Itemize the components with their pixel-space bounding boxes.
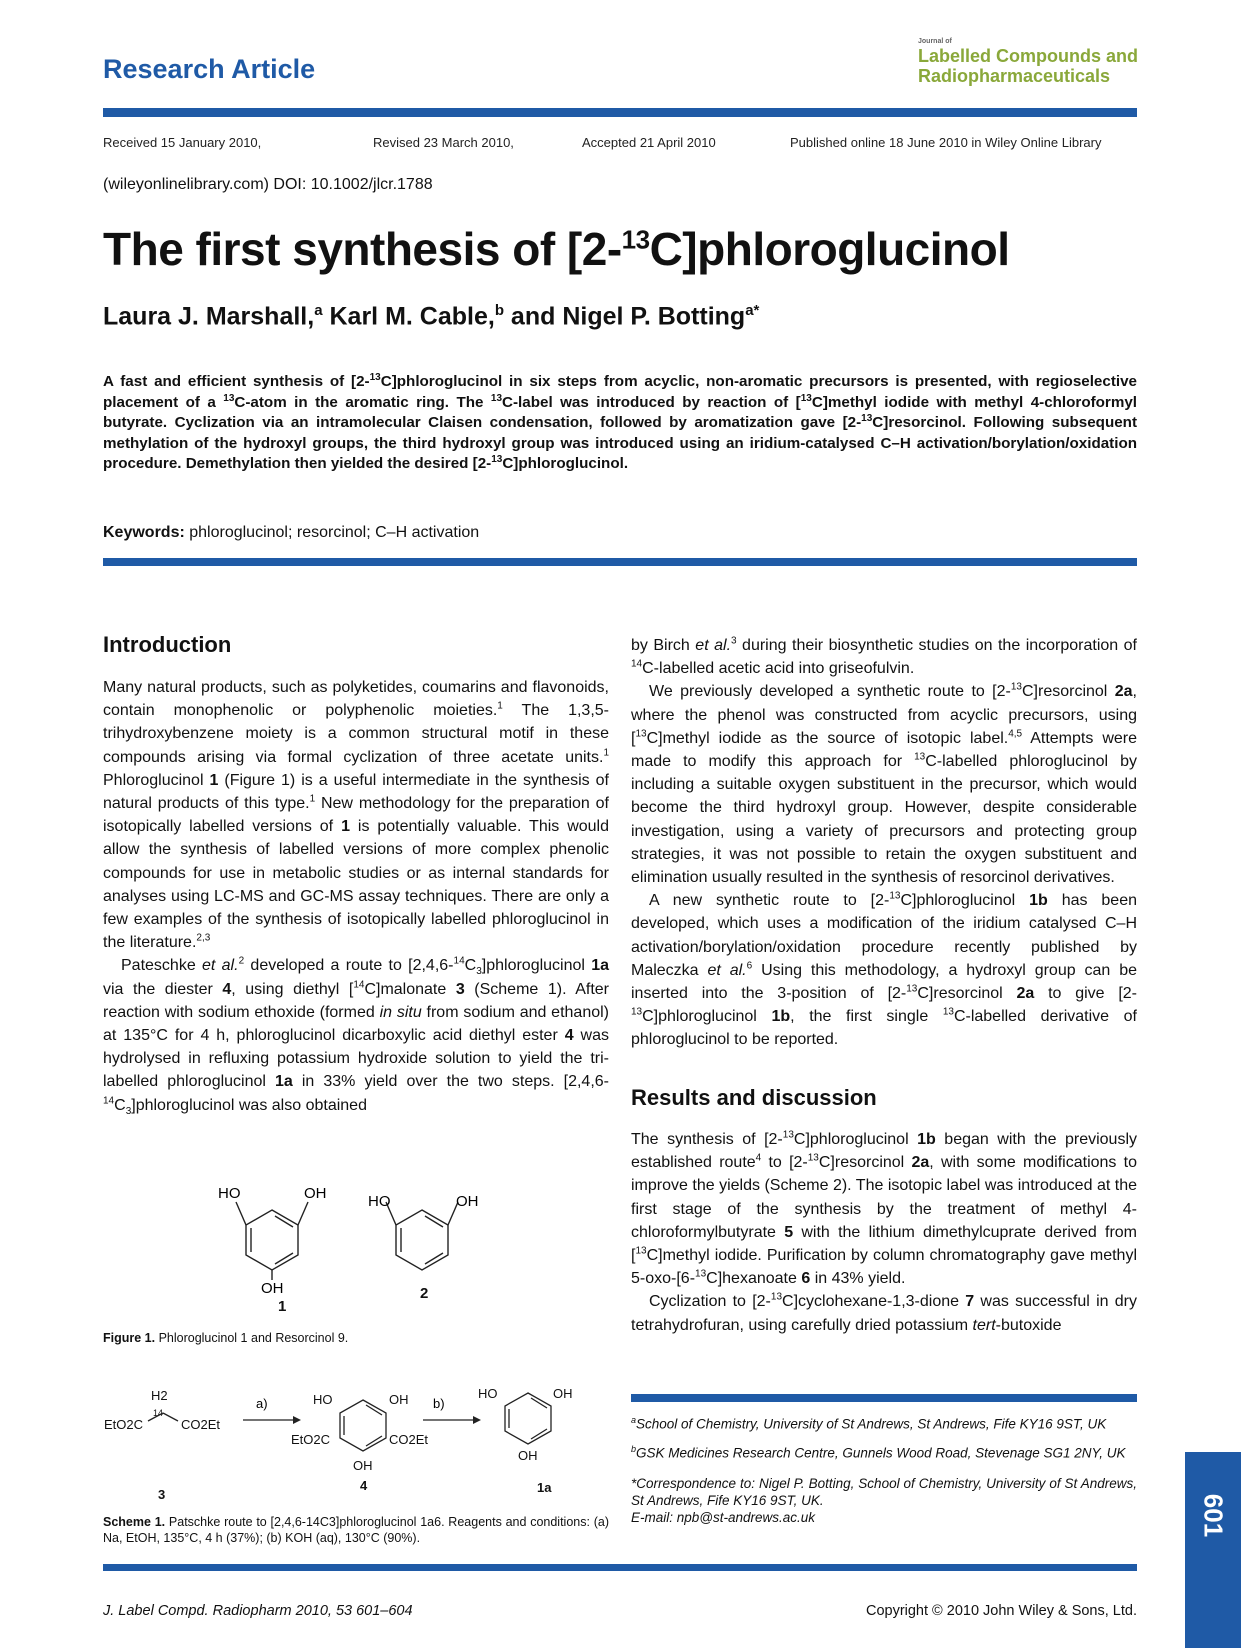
compound-1a-ring xyxy=(505,1393,551,1444)
title-part-2: C]phloroglucinol xyxy=(649,223,1010,275)
compound-label-3: 3 xyxy=(158,1487,166,1502)
intro-text-continued: by Birch et al.$^3$ during their biosynthetic studies on the incorporation of $^{14}$C-labelled acetic acid into griseofulvin. We previously developed a synthetic route to [2-$^{13}$C]resorcinol 2a, where the phenol was constructed from acyclic precursors, using [$^{13}$C]methyl iodide as the source of isotopic label.$^{4,5}$ Attempts were made to modify this approach for $^{13}$C-labelled phloroglucinol by including a suitable oxygen substituent in the precursor, which would become the third hydroxyl group. However, despite considerable investigation, using a variety of precursors and protecting group strategies, it was not possible to retain the oxygen substituent and elimination usually resulted in the synthesis of resorcinol derivatives. A new synthetic route to [2-$^{13}$C]phloroglucinol 1b has been developed, which uses a modification of the iridium catalysed C–H activation/borylation/oxidation procedure recently published by Maleczka et al.$^6$ Using this methodology, a hydroxyl group can be inserted into the 3-position of [2-$^{13}$C]resorcinol 2a to give [2-$^{13}$C]phloroglucinol 1b, the first single $^{13}$C-labelled derivative of phloroglucinol to be reported. xyxy=(631,635,1138,1049)
affiliation-b-text: GSK Medicines Research Centre, Gunnels Wood Road, Stevenage SG1 2NY, UK xyxy=(636,1445,1126,1461)
author-name: and Nigel P. Botting xyxy=(503,302,746,331)
compound-label-4: 4 xyxy=(360,1478,368,1493)
correspondence-text: *Correspondence to: Nigel P. Botting, School of Chemistry, University of St Andrews, St Andrews, Fife KY16 9ST, UK. xyxy=(631,1476,1137,1508)
keywords xyxy=(103,524,479,542)
authors xyxy=(103,302,759,331)
results-text: The synthesis of [2-$^{13}$C]phloroglucinol 1b began with the previously established route$^4$ to [2-$^{13}$C]resorcinol 2a, with some modifications to improve the yields (Scheme 2). The isotopic label was introduced at the first stage of the synthesis by the treatment of methyl 4-chloroformylbutyrate 5 with the lithium dimethylcuprate derived from [$^{13}$C]methyl iodide. Purification by column chromatography gave methyl 5-oxo-[6-$^{13}$C]hexanoate 6 in 43% yield. Cyclization to [2-$^{13}$C]cyclohexane-1,3-dione 7 was successful in dry tetrahydrofuran, using carefully dried potassium tert-butoxide xyxy=(631,1129,1138,1334)
svg-text:HO: HO xyxy=(313,1392,333,1407)
correspondence-email: E-mail: npb@st-andrews.ac.uk xyxy=(631,1510,816,1525)
figure-1-caption xyxy=(103,1330,348,1346)
scheme-1-caption-text: Patschke route to [2,4,6-14C3]phloroglucinol 1a6. Reagents and conditions: (a) Na, EtOH, 135°C, 4 h (37%); (b) KOH (aq), 130°C (90%). xyxy=(103,1515,610,1545)
section-heading-introduction: Introduction xyxy=(103,632,232,657)
author-name: Laura J. Marshall, xyxy=(103,302,315,331)
phloroglucinol-ring xyxy=(236,1202,308,1280)
step-b-label: b) xyxy=(433,1396,445,1411)
page-number: 601 xyxy=(1198,1493,1229,1538)
svg-text:OH: OH xyxy=(553,1386,573,1401)
compound-label-2: 2 xyxy=(420,1285,429,1302)
section-label: Research Article xyxy=(103,54,316,84)
affiliation-b: $^b$GSK Medicines Research Centre, Gunnels Wood Road, Stevenage SG1 2NY, UK xyxy=(631,1444,1126,1461)
fig1-ho: HO xyxy=(218,1185,241,1202)
svg-text:HO: HO xyxy=(478,1386,498,1401)
author-affil: a xyxy=(314,302,323,319)
received-date: Received 15 January 2010, xyxy=(103,135,262,150)
compound-4-ring xyxy=(340,1400,386,1451)
co2et-label: CO2Et xyxy=(181,1417,221,1432)
abstract: A fast and efficient synthesis of [2-$^{13}$C]phloroglucinol in six steps from acyclic, non-aromatic precursors is presented, with regioselective placement of a $^{13}$C-atom in the aromatic ring. The $^{13}$C-label was introduced by reaction of [$^{13}$C]methyl iodide with methyl 4-chloroformyl butyrate. Cyclization via an intramolecular Claisen condensation, followed by aromatization gave [2-$^{13}$C]resorcinol. Following subsequent methylation of the hydroxyl groups, the third hydroxyl group was introduced using an iridium-catalysed C–H activation/borylation/oxidation procedure. Demethylation then yielded the desired [2-$^{13}$C]phloroglucinol. xyxy=(103,371,1138,472)
etoc-label: EtO2C xyxy=(104,1417,144,1432)
keywords-list: phloroglucinol; resorcinol; C–H activation xyxy=(184,524,480,541)
article-title xyxy=(103,222,1010,276)
header-rule xyxy=(103,108,1137,117)
keywords-label: Keywords: xyxy=(103,524,185,541)
section-heading-results: Results and discussion xyxy=(631,1085,877,1110)
revised-date: Revised 23 March 2010, xyxy=(373,135,514,150)
h2-label: H2 xyxy=(151,1388,168,1403)
published-date: Published online 18 June 2010 in Wiley Online Library xyxy=(790,135,1102,150)
title-sup: 13 xyxy=(621,224,650,255)
etoc-label-4: EtO2C xyxy=(291,1432,331,1447)
fig1-oh: OH xyxy=(304,1185,327,1202)
journal-line-1: Labelled Compounds and xyxy=(918,46,1139,66)
figure-1-structures xyxy=(200,1180,500,1300)
author-affil: b xyxy=(494,302,504,319)
figure-1-caption-text: Phloroglucinol 1 and Resorcinol 9. xyxy=(155,1331,349,1345)
scheme-1-label: Scheme 1. xyxy=(103,1515,166,1529)
footer-rule xyxy=(103,1564,1137,1571)
footer-copyright: Copyright © 2010 John Wiley & Sons, Ltd. xyxy=(865,1603,1137,1619)
svg-text:OH: OH xyxy=(389,1392,409,1407)
compound-label-1: 1 xyxy=(278,1298,287,1315)
compound-label-1a: 1a xyxy=(537,1480,552,1495)
fig1-oh-2: OH xyxy=(456,1193,479,1210)
resorcinol-ring xyxy=(386,1202,458,1270)
c14-label: 14 xyxy=(153,1408,164,1418)
intro-text: Many natural products, such as polyketides, coumarins and flavonoids, contain monophenolic or polyphenolic moieties.$^1$ The 1,3,5-trihydroxybenzene moiety is a common structural motif in these compounds arising via formal cyclization of three acetate units.$^1$ Phloroglucinol 1 (Figure 1) is a useful intermediate in the synthesis of natural products of this type.$^1$ New methodology for the preparation of isotopically labelled versions of 1 is potentially valuable. This would allow the synthesis of labelled versions of more complex phenolic compounds for use in metabolic studies or as internal standards for analyses using LC-MS and GC-MS assay techniques. There are only a few examples of the synthesis of isotopically labelled phloroglucinol in the literature.$^{2,3}$ Pateschke et al.$^2$ developed a route to $[2,4,6-^{14}C_3]phloroglucinol$ 1a via the diester 4, using diethyl [$^{14}$C]malonate 3 (Scheme 1). After reaction with sodium ethoxide (formed in situ from sodium and ethanol) at 135°C for 4 h, phloroglucinol dicarboxylic acid diethyl ester 4 was hydrolysed in refluxing potassium hydroxide solution to yield the tri-labelled phloroglucinol 1a in 33% yield over the two steps. $[2,4,6-^{14}C_3]phloroglucinol$ was also obtained xyxy=(103,679,610,1117)
affiliation-a: $^a$School of Chemistry, University of St Andrews, St Andrews, Fife KY16 9ST, UK xyxy=(631,1415,1107,1432)
svg-text:OH: OH xyxy=(518,1448,538,1463)
correspondence xyxy=(631,1475,1137,1526)
abstract-rule xyxy=(103,558,1137,566)
step-a-label: a) xyxy=(256,1396,268,1411)
doi: (wileyonlinelibrary.com) DOI: 10.1002/jlcr.1788 xyxy=(103,176,433,193)
fig1-oh-bottom: OH xyxy=(261,1280,284,1297)
accepted-date: Accepted 21 April 2010 xyxy=(582,135,716,150)
page-number-tab xyxy=(1185,1452,1241,1648)
author-name: Karl M. Cable, xyxy=(322,302,495,331)
author-affil: a* xyxy=(745,302,760,319)
figure-1-label: Figure 1. xyxy=(103,1331,156,1345)
co2et-label-4: CO2Et xyxy=(389,1432,429,1447)
journal-small-label: Journal of xyxy=(918,38,952,45)
footer-citation: J. Label Compd. Radiopharm 2010, 53 601–604 xyxy=(103,1603,413,1619)
title-part: The first synthesis of [2- xyxy=(103,223,622,275)
journal-logo xyxy=(918,46,1138,86)
affiliation-a-text: School of Chemistry, University of St Andrews, St Andrews, Fife KY16 9ST, UK xyxy=(636,1416,1107,1432)
scheme-1-caption xyxy=(103,1514,609,1546)
svg-text:OH: OH xyxy=(353,1458,373,1473)
scheme-1-diagram xyxy=(103,1378,609,1478)
fig1-ho-2: HO xyxy=(368,1193,391,1210)
footnote-rule xyxy=(631,1394,1137,1402)
journal-line-2: Radiopharmaceuticals xyxy=(918,66,1111,86)
